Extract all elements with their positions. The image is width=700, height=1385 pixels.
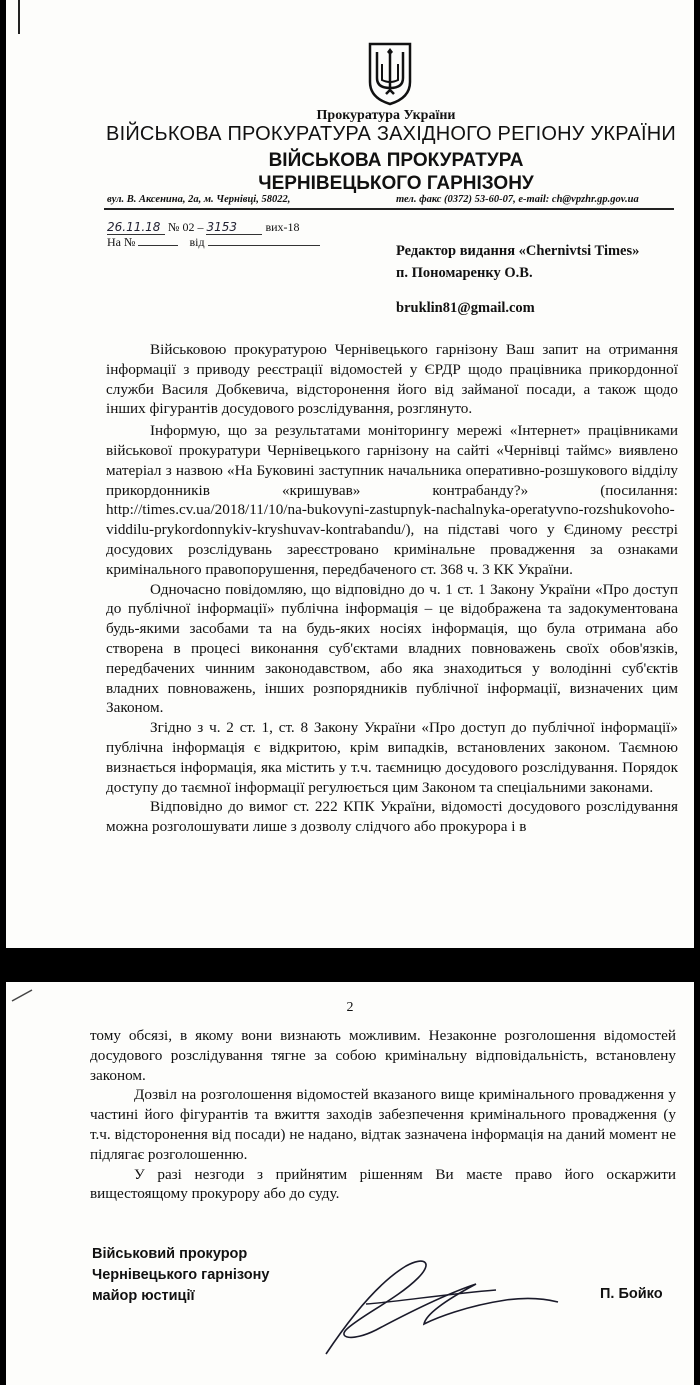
- document-page-2: [6, 982, 694, 1385]
- paragraph: тому обсязі, в якому вони визнають можливим. Незаконне розголошення відомостей досудового розслідування тягне за собою кримінальну відповідальність, встановлену законом.: [90, 1027, 676, 1084]
- trident-emblem-icon: [368, 42, 412, 106]
- registration-number-prefix: № 02 –: [168, 220, 204, 234]
- reference-label: На №: [107, 235, 136, 249]
- addressee-line-1: Редактор видання «Chernivtsi Times»: [396, 243, 640, 259]
- reference-date-label: від: [189, 235, 205, 249]
- addressee-line-2: п. Пономаренку О.В.: [396, 265, 533, 281]
- paragraph: У разі незгоди з прийнятим рішенням Ви маєте право його оскаржити вищестоящому прокурору або до суду.: [90, 1165, 676, 1203]
- header-divider: [104, 208, 674, 210]
- office-title-line-1: ВІЙСЬКОВА ПРОКУРАТУРА: [268, 150, 524, 171]
- agency-title: Прокуратура України: [316, 108, 456, 123]
- reference-date-blank: [208, 245, 320, 246]
- incoming-reference: [107, 235, 320, 250]
- paragraph: Відповідно до вимог ст. 222 КПК України, відомості досудового розслідування можна розголошувати лише з дозволу слідчого або прокурора і в: [106, 798, 678, 836]
- document-page-1: [6, 0, 694, 948]
- regional-office-title: ВІЙСЬКОВА ПРОКУРАТУРА ЗАХІДНОГО РЕГІОНУ УКРАЇНИ: [106, 123, 676, 145]
- addressee-email: bruklin81@gmail.com: [396, 300, 535, 316]
- signatory-title: [92, 1244, 269, 1307]
- letter-body-page-2: [90, 1026, 676, 1204]
- office-title-line-2: ЧЕРНІВЕЦЬКОГО ГАРНІЗОНУ: [258, 173, 534, 194]
- registration-date: 26.11.18: [107, 220, 165, 235]
- binding-mark: [18, 0, 20, 34]
- signatory-position: Військовий прокурор: [92, 1246, 248, 1262]
- office-contacts: тел. факс (0372) 53-60-07, e-mail: ch@vpzhr.gp.gov.ua: [396, 194, 639, 205]
- signatory-rank: майор юстиції: [92, 1288, 195, 1304]
- paragraph: Інформую, що за результатами моніторингу мережі «Інтернет» працівниками військової прокуратури Чернівецького гарнізону на сайті «Чернівці таймс» виявлено матеріал з назвою «На Буковині заступник начальника оперативно-розшукового відділу прикордонників «кришував» контрабанду?» (посилання: http://times.cv.ua/2018/11/10/na-bukovyni-zastupnyk-nachalnyka-operatyvno-rozshukovoho-viddilu-prykordonnykiv-kryshuvav-kontrabandu/), на підставі чого у Єдиному реєстрі досудових розслідувань зареєстровано кримінальне провадження за ознаками кримінального правопорушення, передбаченого ст. 368 ч. 3 КК України.: [106, 422, 678, 578]
- handwritten-signature: [306, 1244, 566, 1364]
- reference-blank: [138, 245, 178, 246]
- registration-suffix: вих-18: [265, 220, 300, 234]
- registration-number: 3153: [206, 220, 262, 235]
- paragraph: Одночасно повідомляю, що відповідно до ч. 1 ст. 1 Закону України «Про доступ до публічної інформації» публічна інформація – це відображена та задокументована будь-якими засобами та на будь-яких носіях інформація, що була отримана або створена в процесі виконання суб'єктами владних повноважень своїх обов'язків, передбачених чинним законодавством, або яка знаходиться у володінні суб'єктів владних повноважень, інших розпорядників публічної інформації, визначених цим Законом.: [106, 580, 678, 717]
- letter-body-page-1: [106, 340, 678, 837]
- paragraph: Дозвіл на розголошення відомостей вказаного вище кримінального провадження у частині його фігурантів та вжиття заходів забезпечення кримінального провадження (у т.ч. відсторонення від посади) не надано, відтак зазначена інформація на даний момент не підлягає розголошенню.: [90, 1086, 676, 1163]
- outgoing-registration: [107, 220, 300, 235]
- signatory-name: П. Бойко: [600, 1286, 663, 1302]
- page-number: 2: [346, 1000, 354, 1015]
- addressee-block: [396, 240, 686, 284]
- paragraph: Військовою прокуратурою Чернівецького гарнізону Ваш запит на отримання інформації з приводу реєстрації відомостей у ЄРДР щодо працівника прикордонної служби Василя Добкевича, відсторонення його від займаної посади, а також щодо інших фігурантів досудового розслідування, розглянуто.: [106, 341, 678, 418]
- signatory-unit: Чернівецького гарнізону: [92, 1267, 270, 1283]
- paragraph: Згідно з ч. 2 ст. 1, ст. 8 Закону України «Про доступ до публічної інформації» публічна інформація є відкритою, крім випадків, встановлених законом. Таємною визнається інформація, яка містить у т.ч. таємницю досудового розслідування. Порядок доступу до таємної інформації регулюється цим Законом та спеціальними законами.: [106, 719, 678, 796]
- office-address: вул. В. Аксенина, 2а, м. Чернівці, 58022,: [107, 194, 291, 205]
